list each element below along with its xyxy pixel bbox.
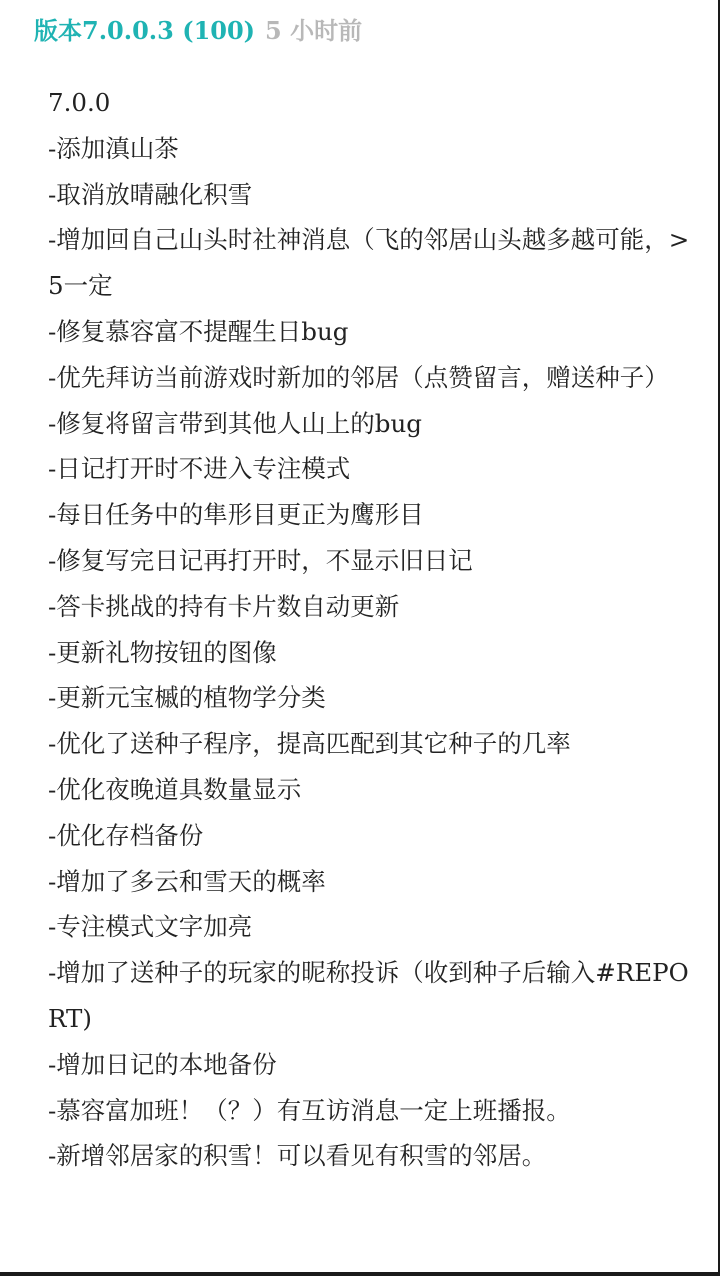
release-note-item: -取消放晴融化积雪 — [48, 179, 253, 209]
timestamp: 5 小时前 — [265, 15, 363, 45]
release-note-item: -优先拜访当前游戏时新加的邻居（点赞留言，赠送种子） — [48, 362, 669, 392]
release-note-item: -更新元宝槭的植物学分类 — [48, 683, 326, 713]
release-note-item: -优化了送种子程序，提高匹配到其它种子的几率 — [48, 729, 571, 759]
release-note-item: -每日任务中的隼形目更正为鹰形目 — [48, 500, 424, 530]
release-note-item: -新增邻居家的积雪！可以看见有积雪的邻居。 — [48, 1141, 547, 1171]
release-note-item: -专注模式文字加亮 — [48, 912, 253, 942]
release-note-item: -优化存档备份 — [48, 820, 204, 850]
version-header — [34, 8, 362, 48]
release-note-item: -慕容富加班！（？）有互访消息一定上班播报。 — [48, 1095, 571, 1125]
release-note-item: -更新礼物按钮的图像 — [48, 637, 277, 667]
frame-bottom-border — [0, 1272, 720, 1276]
version-label: 版本7.0.0.3 (100) — [34, 15, 256, 45]
release-note-item: -优化夜晚道具数量显示 — [48, 774, 302, 804]
release-note-item: -修复写完日记再打开时，不显示旧日记 — [48, 545, 473, 575]
release-note-item: -修复将留言带到其他人山上的bug — [48, 408, 422, 438]
release-note-item: -增加日记的本地备份 — [48, 1049, 277, 1079]
release-note-item: -添加滇山茶 — [48, 133, 179, 163]
release-note-item: -日记打开时不进入专注模式 — [48, 454, 351, 484]
release-notes — [48, 80, 698, 1179]
release-note-item: -增加回自己山头时社神消息（飞的邻居山头越多越可能，>5一定 — [48, 225, 690, 301]
release-note-version: 7.0.0 — [48, 88, 111, 117]
release-note-item: -修复慕容富不提醒生日bug — [48, 316, 349, 346]
release-note-item: -增加了多云和雪天的概率 — [48, 866, 326, 896]
release-note-item: -增加了送种子的玩家的昵称投诉（收到种子后输入#REPORT) — [48, 958, 689, 1033]
release-note-item: -答卡挑战的持有卡片数自动更新 — [48, 591, 400, 621]
